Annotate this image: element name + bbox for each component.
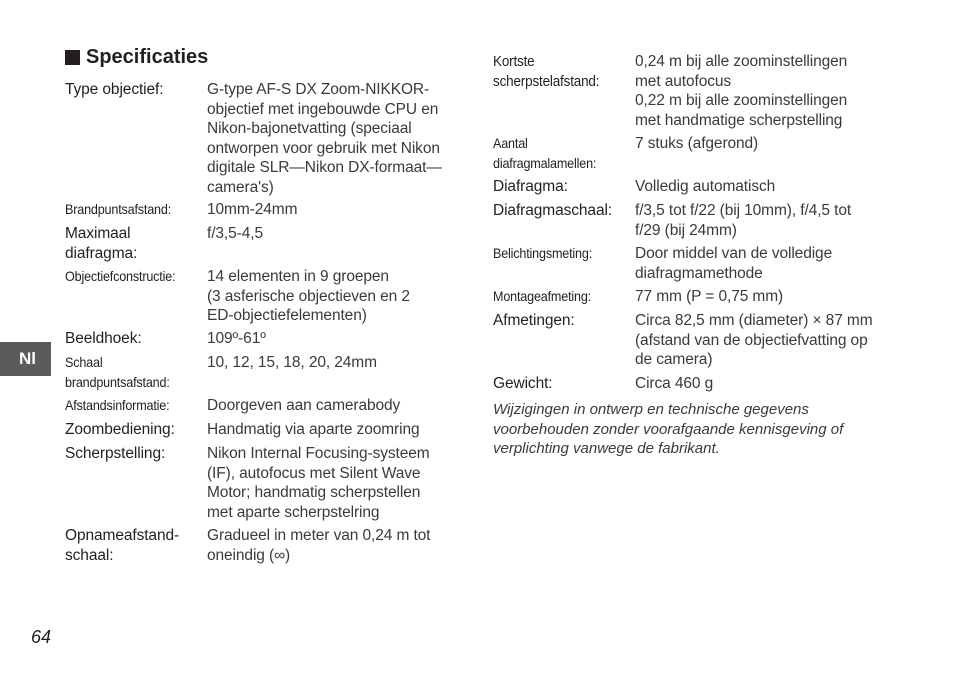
spec-label: Kortste scherpstelafstand: (493, 53, 600, 90)
spec-label: Diafragma: (493, 178, 568, 195)
spec-value: 0,24 m bij alle zoominstellingen met autofocus 0,22 m bij alle zoominstellingen met handmatige scherpstelling (635, 53, 848, 129)
spec-label: Objectiefconstructie: (65, 268, 176, 284)
page-number: 64 (31, 627, 52, 647)
spec-label: Montageafmeting: (493, 288, 591, 304)
spec-label: Zoombediening: (65, 421, 175, 438)
spec-value: Circa 460 g (635, 375, 714, 392)
spec-value: Nikon Internal Focusing-systeem (IF), autofocus met Silent Wave Motor; handmatig scherpstellen met aparte scherpstelring (207, 445, 430, 521)
spec-value: Doorgeven aan camerabody (207, 397, 401, 414)
spec-label: Gewicht: (493, 375, 553, 392)
spec-value: Gradueel in meter van 0,24 m tot oneindig (∞) (207, 527, 431, 564)
section-heading-text: Specificaties (86, 46, 209, 68)
spec-label: Opnameafstand-schaal: (65, 527, 180, 564)
spec-value: G-type AF-S DX Zoom-NIKKOR- objectief met ingebouwde CPU en Nikon-bajonetvatting (speciaal ontworpen voor gebruik met Nikon digitale SLR—Nikon DX-formaat— camera's) (207, 81, 442, 196)
spec-value: 10, 12, 15, 18, 20, 24mm (207, 354, 377, 371)
spec-value: Handmatig via aparte zoomring (207, 421, 420, 438)
spec-value: f/3,5 tot f/22 (bij 10mm), f/4,5 tot f/29 (bij 24mm) (635, 202, 852, 239)
spec-value: 109º-61º (207, 330, 266, 347)
spec-label: Schaal brandpuntsafstand: (65, 354, 170, 390)
language-tab (0, 342, 51, 376)
spec-value: Volledig automatisch (635, 178, 776, 195)
spec-label: Beeldhoek: (65, 330, 142, 347)
spec-value: 77 mm (P = 0,75 mm) (635, 288, 784, 305)
spec-label: Afmetingen: (493, 312, 575, 329)
spec-value: 14 elementen in 9 groepen (3 asferische objectieven en 2 ED-objectiefelementen) (207, 268, 410, 324)
spec-value: Door middel van de volledige diafragmamethode (635, 245, 833, 282)
spec-label: Scherpstelling: (65, 445, 166, 462)
spec-value: 10mm-24mm (207, 201, 298, 218)
spec-label: Afstandsinformatie: (65, 397, 170, 413)
spec-label: Brandpuntsafstand: (65, 201, 172, 217)
spec-value: 7 stuks (afgerond) (635, 135, 759, 152)
section-heading (65, 46, 208, 69)
spec-label: Diafragmaschaal: (493, 202, 613, 219)
language-tab-label: Nl (19, 349, 36, 368)
spec-value: Circa 82,5 mm (diameter) × 87 mm (afstand van de objectiefvatting op de camera) (635, 312, 873, 368)
spec-label: Maximaal diafragma: (65, 225, 138, 262)
spec-label: Belichtingsmeting: (493, 245, 593, 261)
square-bullet-icon (65, 50, 80, 65)
spec-label: Aantal diafragmalamellen: (493, 135, 597, 171)
spec-label: Type objectief: (65, 81, 164, 98)
spec-value: f/3,5-4,5 (207, 225, 263, 242)
disclaimer-note: Wijzigingen in ontwerp en technische gegevens voorbehouden zonder voorafgaande kennisgeving of verplichting vanwege de fabrikant. (493, 401, 844, 457)
